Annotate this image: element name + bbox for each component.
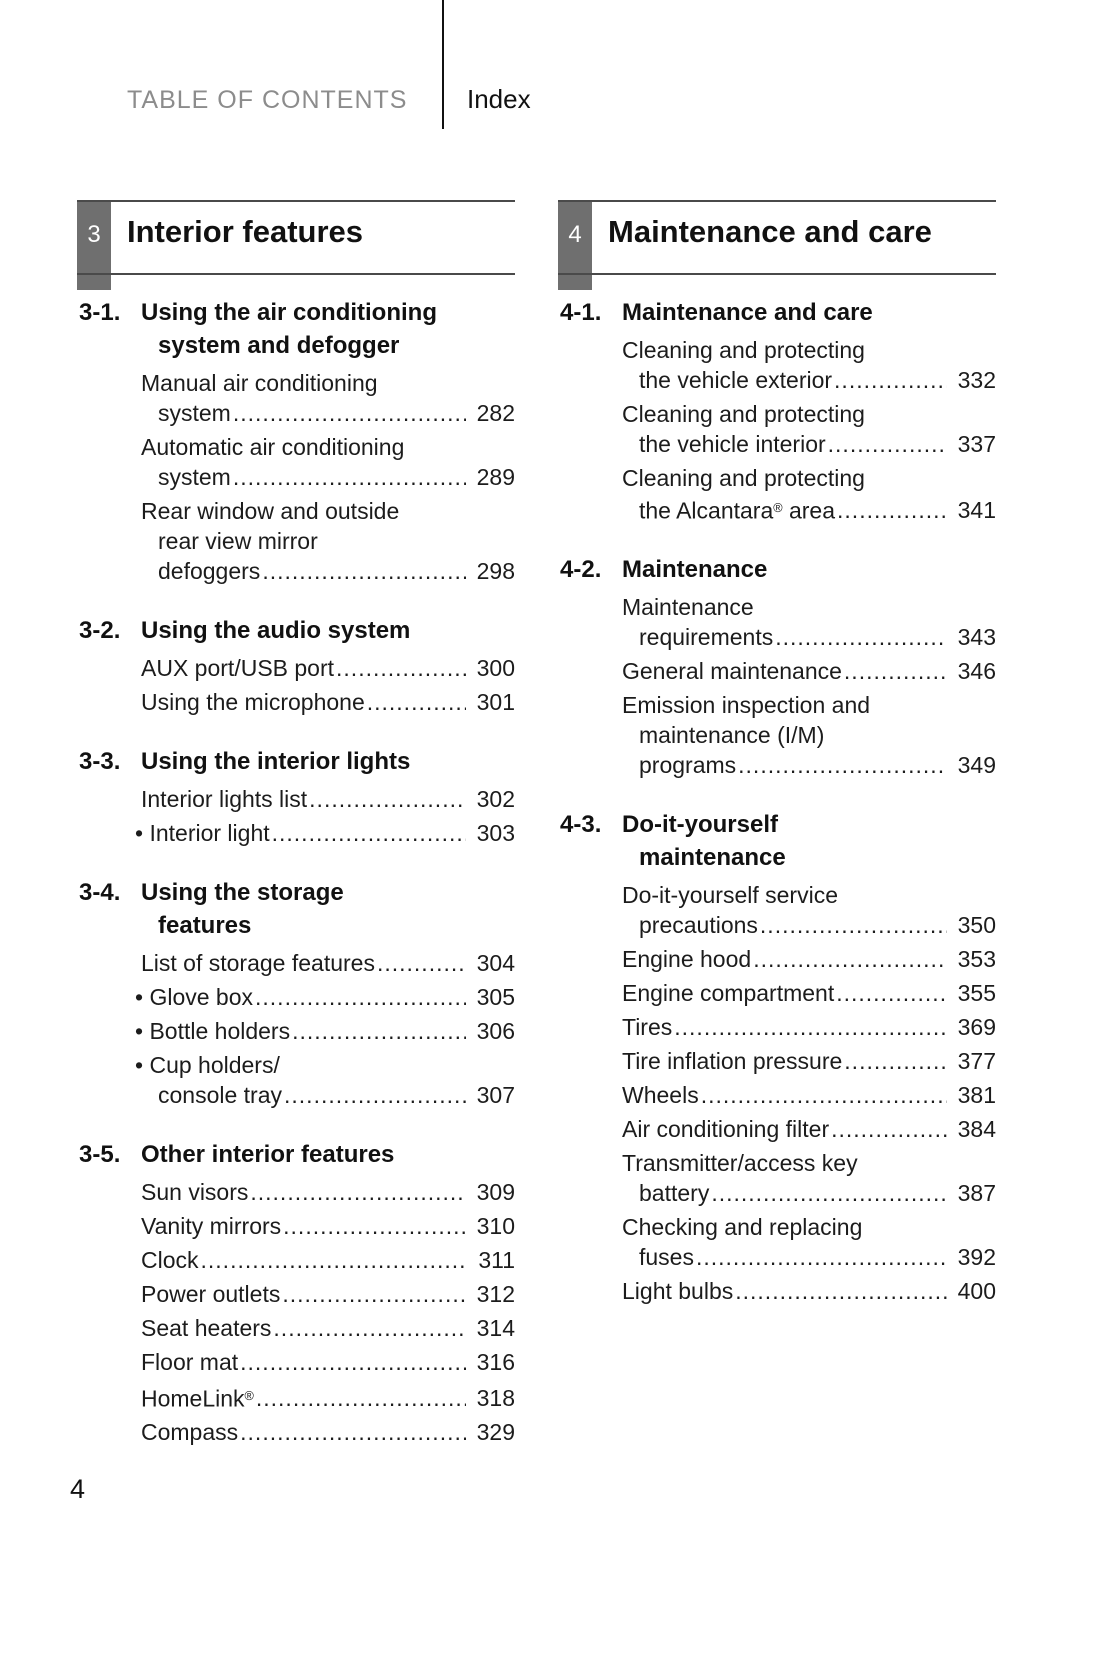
entry-label: Tire inflation pressure — [622, 1048, 843, 1075]
toc-column-section-4 — [558, 200, 996, 1451]
entry-label: Cleaning and protecting — [622, 337, 865, 363]
toc-subsection-3-3 — [77, 745, 515, 848]
toc-entry-line — [622, 1148, 996, 1178]
page-ref: 309 — [476, 1179, 515, 1205]
toc-entry — [77, 784, 515, 814]
dot-leader — [233, 462, 466, 492]
section-header — [77, 200, 515, 290]
entry-label: Cup holders/ — [149, 1052, 280, 1078]
dot-leader — [262, 556, 466, 586]
toc-entry-line — [622, 720, 996, 750]
page-ref: 282 — [476, 400, 515, 426]
toc-entry-line — [622, 592, 996, 622]
toc-entry-line — [141, 1245, 515, 1275]
dot-leader — [272, 818, 466, 848]
entry-label: Seat heaters — [141, 1315, 272, 1341]
entry-label: maintenance (I/M) — [639, 722, 825, 749]
subsection-title-line: Other interior features — [141, 1141, 395, 1168]
dot-leader — [292, 1016, 466, 1046]
toc-entry-line — [622, 1114, 996, 1144]
toc-entry-line — [141, 432, 515, 462]
toc-entry-line — [141, 398, 515, 428]
toc-entry — [558, 1114, 996, 1144]
toc-entry-line — [141, 462, 515, 492]
dot-leader — [753, 944, 947, 974]
dot-leader — [735, 1276, 947, 1306]
subsection-title-line: Do-it-yourself — [622, 811, 778, 839]
toc-entry-line — [622, 880, 996, 910]
toc-entry — [77, 653, 515, 683]
subsection-title — [77, 614, 515, 647]
entry-label: Wheels — [622, 1082, 699, 1109]
toc-entry-line — [622, 944, 996, 974]
entry-label: system — [158, 400, 231, 426]
subsection-number: 3-1. — [79, 299, 121, 326]
page-ref: 289 — [476, 464, 515, 490]
entry-label: Using the microphone — [141, 689, 365, 715]
entry-label: Compass — [141, 1419, 239, 1446]
subsection-title — [558, 808, 996, 874]
toc-entry-line — [622, 750, 996, 780]
toc-entry — [558, 1012, 996, 1042]
dot-leader — [775, 622, 947, 652]
entry-label: requirements — [639, 624, 774, 651]
toc-entry — [77, 368, 515, 428]
section-header — [558, 200, 996, 290]
subsection-number: 4-3. — [560, 811, 602, 839]
toc-entry-line — [622, 365, 996, 395]
entry-label: Engine compartment — [622, 980, 835, 1007]
toc-entry — [558, 690, 996, 780]
bullet-marker: • — [135, 1018, 150, 1044]
subsection-title — [77, 745, 515, 778]
subsection-title-line: system and defogger — [158, 332, 400, 359]
toc-entry — [558, 1276, 996, 1306]
dot-leader — [834, 365, 947, 395]
toc-entry — [77, 432, 515, 492]
toc-subsection-3-4 — [77, 876, 515, 1110]
toc-entry-line — [135, 1050, 515, 1080]
toc-entry-line — [622, 656, 996, 686]
page-ref: 300 — [476, 655, 515, 681]
page-ref: 332 — [957, 367, 996, 393]
toc-entry — [77, 818, 515, 848]
toc-subsection-4-2 — [558, 553, 996, 780]
subsection-title-line: Using the storage — [141, 879, 344, 906]
subsection-number: 3-4. — [79, 879, 121, 906]
dot-leader — [367, 687, 466, 717]
entry-label: the vehicle interior — [639, 431, 826, 457]
dot-leader — [711, 1178, 947, 1208]
page-ref: 337 — [957, 431, 996, 457]
toc-entry-line — [622, 1012, 996, 1042]
toc-entry — [558, 463, 996, 525]
subsection-list — [558, 296, 996, 1306]
toc-entry — [77, 948, 515, 978]
subsection-title-line: Using the interior lights — [141, 748, 411, 775]
toc-entry-line — [622, 1046, 996, 1076]
dot-leader — [844, 1046, 947, 1076]
toc-entry-line — [135, 818, 515, 848]
subsection-number: 4-1. — [560, 299, 602, 326]
dot-leader — [844, 656, 947, 686]
toc-entry — [558, 1212, 996, 1272]
running-header-index-label: Index — [467, 84, 531, 114]
toc-entry-line — [141, 1279, 515, 1309]
entry-label: the Alcantara® area — [639, 497, 836, 524]
entry-label: Emission inspection and — [622, 692, 871, 719]
entry-label: General maintenance — [622, 658, 842, 685]
toc-entry — [558, 335, 996, 395]
toc-subsection-3-5 — [77, 1138, 515, 1447]
toc-entry — [77, 1347, 515, 1377]
toc-entry — [558, 399, 996, 459]
toc-entry — [77, 1279, 515, 1309]
toc-entry-line — [141, 368, 515, 398]
toc-entry — [558, 1148, 996, 1208]
toc-entry-line — [622, 978, 996, 1008]
subsection-number: 3-2. — [79, 617, 121, 644]
entry-label: Clock — [141, 1247, 199, 1273]
toc-entry-line — [141, 653, 515, 683]
entry-label: Transmitter/access key — [622, 1150, 858, 1177]
page-ref: 304 — [476, 950, 515, 976]
dot-leader — [831, 1114, 947, 1144]
toc-entry-line — [141, 526, 515, 556]
toc-subsection-4-3 — [558, 808, 996, 1306]
entry-label: Light bulbs — [622, 1278, 734, 1305]
toc-entry-line — [141, 1211, 515, 1241]
dot-leader — [201, 1245, 466, 1275]
subsection-number: 3-5. — [79, 1141, 121, 1168]
toc-entry — [558, 592, 996, 652]
entry-label: precautions — [639, 912, 758, 939]
toc-entry-line — [141, 784, 515, 814]
entry-label: console tray — [158, 1082, 283, 1108]
toc-columns — [77, 200, 997, 1451]
page-ref: 329 — [476, 1419, 515, 1446]
toc-entry-line — [141, 556, 515, 586]
toc-entry-line — [622, 429, 996, 459]
page-ref: 298 — [476, 558, 515, 584]
subsection-number: 3-3. — [79, 748, 121, 775]
toc-entry-line — [622, 1212, 996, 1242]
header-divider-rule — [442, 0, 444, 129]
dot-leader — [255, 982, 466, 1012]
entry-label: Automatic air conditioning — [141, 434, 405, 460]
entry-label: AUX port/USB port — [141, 655, 335, 681]
section-number-badge: 3 — [77, 202, 111, 290]
toc-entry — [77, 1381, 515, 1413]
subsection-number: 4-2. — [560, 556, 602, 584]
page-ref: 381 — [957, 1082, 996, 1109]
toc-entry-line — [622, 690, 996, 720]
page-ref: 392 — [957, 1244, 996, 1271]
toc-entry-line — [622, 1242, 996, 1272]
subsection-title — [558, 296, 996, 329]
toc-entry — [77, 1177, 515, 1207]
dot-leader — [283, 1211, 466, 1241]
entry-label: Tires — [622, 1014, 673, 1041]
subsection-title-line: features — [158, 912, 252, 939]
dot-leader — [701, 1080, 947, 1110]
entry-label: Vanity mirrors — [141, 1213, 282, 1239]
subsection-title-line: maintenance — [639, 844, 786, 872]
entry-label: Do-it-yourself service — [622, 882, 838, 909]
entry-label: fuses — [639, 1244, 694, 1271]
toc-entry-line — [141, 1381, 515, 1413]
page-ref: 302 — [476, 786, 515, 812]
page-ref: 301 — [476, 689, 515, 715]
toc-entry — [77, 1245, 515, 1275]
dot-leader — [696, 1242, 947, 1272]
section-rule — [77, 273, 515, 275]
toc-entry — [558, 978, 996, 1008]
running-header-title: TABLE OF CONTENTS — [127, 86, 408, 114]
section-title: Maintenance and care — [608, 214, 932, 249]
subsection-title — [77, 296, 515, 362]
toc-entry — [77, 687, 515, 717]
page-ref: 311 — [478, 1247, 515, 1273]
section-title: Interior features — [127, 214, 364, 249]
dot-leader — [760, 910, 947, 940]
dot-leader — [256, 1383, 466, 1413]
page-ref: 306 — [476, 1018, 515, 1044]
dot-leader — [836, 978, 947, 1008]
dot-leader — [837, 495, 947, 525]
subsection-list — [77, 296, 515, 1447]
dot-leader — [377, 948, 466, 978]
entry-label: Bottle holders — [149, 1018, 291, 1044]
page-ref: 310 — [476, 1213, 515, 1239]
toc-entry-line — [622, 1178, 996, 1208]
page-ref: 341 — [957, 497, 996, 524]
toc-entry-line — [141, 1313, 515, 1343]
dot-leader — [828, 429, 947, 459]
toc-entry-line — [622, 335, 996, 365]
toc-entry-line — [135, 982, 515, 1012]
bullet-marker: • — [135, 984, 150, 1010]
entry-label: Maintenance — [622, 594, 754, 621]
toc-entry-line — [141, 496, 515, 526]
dot-leader — [284, 1080, 466, 1110]
dot-leader — [273, 1313, 466, 1343]
toc-entry-line — [141, 1417, 515, 1447]
page-ref: 349 — [957, 752, 996, 779]
bullet-marker: • — [135, 820, 150, 846]
page-ref: 312 — [476, 1281, 515, 1307]
entry-label: List of storage features — [141, 950, 375, 976]
toc-entry-line — [622, 910, 996, 940]
subsection-title — [77, 876, 515, 942]
toc-entry-line — [622, 622, 996, 652]
entry-label: Sun visors — [141, 1179, 249, 1205]
toc-subsection-3-2 — [77, 614, 515, 717]
toc-entry — [77, 1050, 515, 1110]
page-ref: 353 — [957, 946, 996, 973]
bullet-marker: • — [135, 1052, 150, 1078]
entry-label: Cleaning and protecting — [622, 465, 865, 491]
toc-entry — [77, 1016, 515, 1046]
subsection-title-line: Maintenance — [622, 556, 768, 584]
entry-label: rear view mirror — [158, 528, 318, 554]
toc-entry-line — [141, 948, 515, 978]
page-ref: 377 — [957, 1048, 996, 1075]
dot-leader — [240, 1417, 466, 1447]
dot-leader — [738, 750, 947, 780]
subsection-title-line: Using the air conditioning — [141, 299, 437, 326]
page-ref: 346 — [957, 658, 996, 685]
subsection-title — [558, 553, 996, 586]
toc-entry-line — [622, 1080, 996, 1110]
toc-entry — [558, 1046, 996, 1076]
entry-label: Air conditioning filter — [622, 1116, 830, 1143]
page-ref: 307 — [476, 1082, 515, 1108]
entry-label: Floor mat — [141, 1349, 239, 1375]
toc-entry-line — [141, 1080, 515, 1110]
toc-entry-line — [135, 1016, 515, 1046]
page-ref: 350 — [957, 912, 996, 939]
entry-label: the vehicle exterior — [639, 367, 833, 393]
entry-label: Glove box — [149, 984, 254, 1010]
section-number-badge: 4 — [558, 202, 592, 290]
section-rule — [558, 273, 996, 275]
entry-label: Power outlets — [141, 1281, 281, 1307]
dot-leader — [309, 784, 466, 814]
page-ref: 355 — [957, 980, 996, 1007]
entry-label: system — [158, 464, 231, 490]
page-ref: 384 — [957, 1116, 996, 1143]
entry-label: HomeLink® — [141, 1385, 254, 1412]
toc-column-section-3 — [77, 200, 515, 1451]
page-number: 4 — [70, 1474, 86, 1504]
toc-entry — [77, 496, 515, 586]
toc-entry — [558, 656, 996, 686]
subsection-title — [77, 1138, 515, 1171]
toc-entry-line — [141, 1177, 515, 1207]
toc-entry — [77, 982, 515, 1012]
dot-leader — [250, 1177, 466, 1207]
entry-label: Manual air conditioning — [141, 370, 378, 396]
page-ref: 316 — [476, 1349, 515, 1375]
entry-label: Interior lights list — [141, 786, 308, 812]
registered-trademark-symbol: ® — [244, 1389, 254, 1403]
entry-label: battery — [639, 1180, 710, 1207]
toc-entry — [558, 944, 996, 974]
toc-entry — [558, 1080, 996, 1110]
toc-entry — [558, 880, 996, 940]
dot-leader — [282, 1279, 466, 1309]
toc-entry-line — [622, 463, 996, 493]
toc-entry-line — [622, 1276, 996, 1306]
page-ref: 343 — [957, 624, 996, 651]
page-ref: 314 — [476, 1315, 515, 1341]
page-ref: 305 — [476, 984, 515, 1010]
toc-entry — [77, 1211, 515, 1241]
entry-label: programs — [639, 752, 737, 779]
subsection-title-line: Using the audio system — [141, 617, 411, 644]
toc-entry-line — [141, 687, 515, 717]
entry-label: Engine hood — [622, 946, 752, 973]
entry-label: defoggers — [158, 558, 261, 584]
dot-leader — [233, 398, 466, 428]
toc-entry — [77, 1417, 515, 1447]
toc-entry-line — [622, 399, 996, 429]
entry-label: Checking and replacing — [622, 1214, 863, 1241]
toc-subsection-3-1 — [77, 296, 515, 586]
page-ref: 369 — [957, 1014, 996, 1041]
registered-trademark-symbol: ® — [773, 501, 783, 515]
toc-entry-line — [622, 493, 996, 525]
entry-label: Interior light — [149, 820, 270, 846]
toc-subsection-4-1 — [558, 296, 996, 525]
entry-label: Cleaning and protecting — [622, 401, 865, 427]
page-ref: 387 — [957, 1180, 996, 1207]
page-ref: 400 — [957, 1278, 996, 1305]
dot-leader — [674, 1012, 947, 1042]
toc-entry-line — [141, 1347, 515, 1377]
page-ref: 318 — [476, 1385, 515, 1412]
toc-entry — [77, 1313, 515, 1343]
dot-leader — [240, 1347, 466, 1377]
page-ref: 303 — [476, 820, 515, 846]
entry-label: Rear window and outside — [141, 498, 400, 524]
subsection-title-line: Maintenance and care — [622, 299, 873, 326]
dot-leader — [336, 653, 466, 683]
